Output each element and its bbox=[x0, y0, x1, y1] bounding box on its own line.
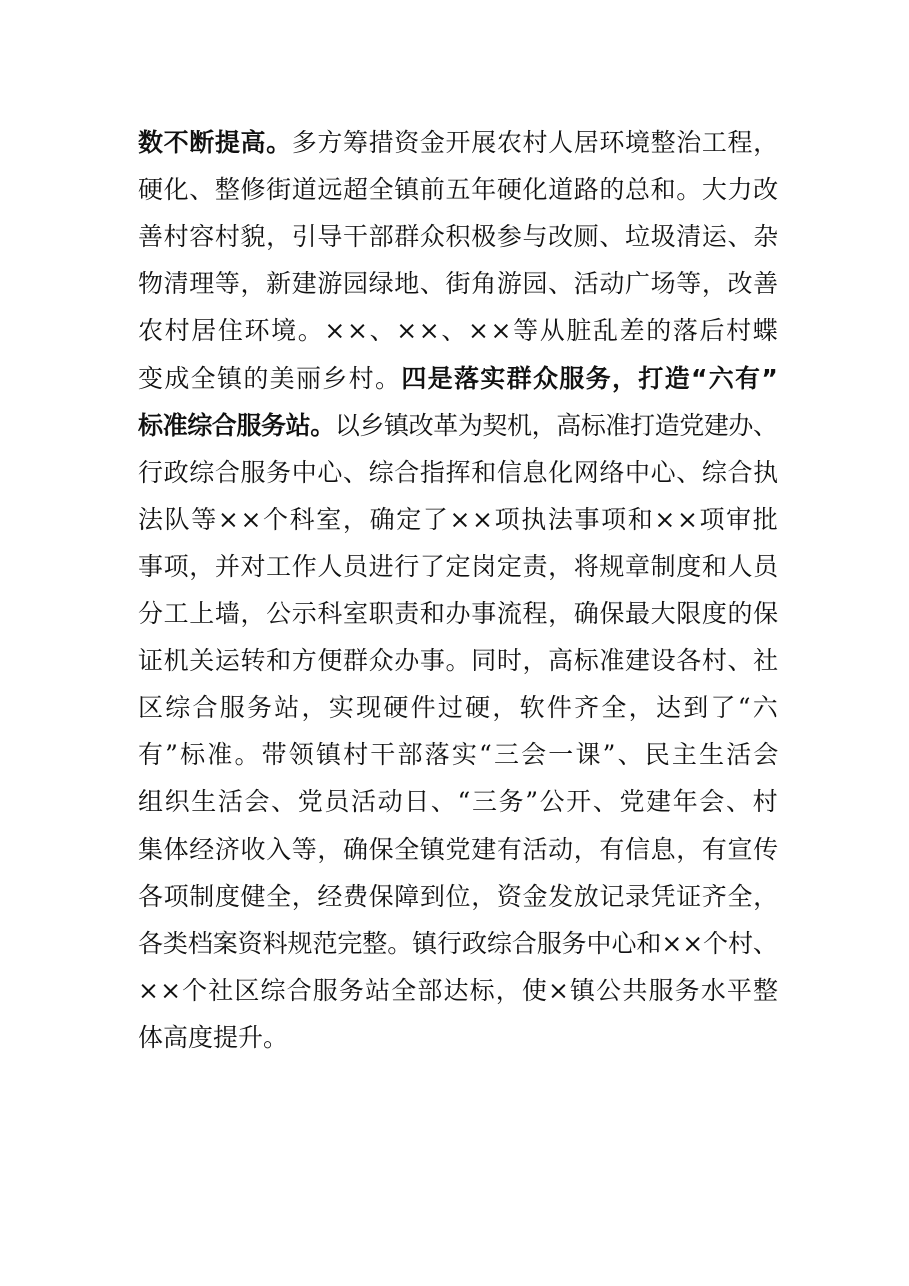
body-text: 以乡镇改革为契机，高标准打造党建办、 bbox=[334, 410, 778, 440]
body-text: 区综合服务站，实现硬件过硬，软件齐全，达到了“六 bbox=[138, 693, 781, 723]
body-text: 变成全镇的美丽乡村。 bbox=[138, 363, 402, 393]
body-text: 证机关运转和方便群众办事。同时，高标准建设各村、社 bbox=[138, 646, 779, 676]
body-text: 行政综合服务中心、综合指挥和信息化网络中心、综合执 bbox=[138, 457, 779, 487]
body-text: 体高度提升。 bbox=[138, 1022, 289, 1052]
body-text: 多方筹措资金开展农村人居环境整治工程， bbox=[291, 128, 779, 157]
text-line bbox=[138, 363, 779, 395]
text-line bbox=[138, 1022, 288, 1054]
body-text: 善村容村貌，引导干部群众积极参与改厕、垃圾清运、杂 bbox=[138, 222, 779, 252]
body-text: 组织生活会、党员活动日、“三务”公开、党建年会、村 bbox=[138, 787, 780, 817]
text-line bbox=[138, 692, 780, 724]
text-line bbox=[138, 174, 779, 206]
body-text: 农村居住环境。××、××、××等从脏乱差的落后村蝶 bbox=[138, 316, 780, 346]
body-text: 物清理等，新建游园绿地、街角游园、活动广场等，改善 bbox=[138, 269, 779, 299]
body-text: 有”标准。带领镇村干部落实“三会一课”、民主生活会 bbox=[138, 740, 781, 770]
text-line bbox=[138, 268, 779, 300]
text-line bbox=[138, 127, 779, 159]
text-line bbox=[138, 786, 779, 818]
text-line bbox=[138, 221, 779, 253]
text-line bbox=[138, 928, 778, 960]
text-line bbox=[138, 739, 781, 771]
body-text: 法队等××个科室，确定了××项执法事项和××项审批 bbox=[138, 504, 780, 534]
bold-heading-text: 数不断提高。 bbox=[138, 128, 292, 157]
body-text: 集体经济收入等，确保全镇党建有活动，有信息，有宣传 bbox=[138, 834, 779, 864]
body-text: 分工上墙，公示科室职责和办事流程，确保最大限度的保 bbox=[138, 599, 779, 628]
text-line bbox=[138, 645, 779, 677]
text-line bbox=[138, 457, 779, 489]
text-line bbox=[138, 834, 779, 866]
body-text: 硬化、整修街道远超全镇前五年硬化道路的总和。大力改 bbox=[138, 175, 779, 205]
text-line bbox=[138, 881, 779, 913]
text-line bbox=[138, 504, 779, 536]
text-line bbox=[138, 598, 779, 630]
body-text: ××个社区综合服务站全部达标，使×镇公共服务水平整 bbox=[138, 975, 780, 1005]
bold-heading-text: 标准综合服务站。 bbox=[138, 410, 335, 440]
body-text: 各项制度健全，经费保障到位，资金发放记录凭证齐全， bbox=[138, 881, 779, 911]
text-line bbox=[138, 410, 778, 442]
text-line bbox=[138, 551, 779, 583]
bold-heading-text: 四是落实群众服务，打造“六有” bbox=[401, 363, 780, 393]
body-text: 事项，并对工作人员进行了定岗定责，将规章制度和人员 bbox=[138, 551, 779, 581]
text-line bbox=[138, 315, 779, 347]
text-line bbox=[138, 975, 779, 1007]
body-text: 各类档案资料规范完整。镇行政综合服务中心和××个村、 bbox=[138, 928, 778, 958]
